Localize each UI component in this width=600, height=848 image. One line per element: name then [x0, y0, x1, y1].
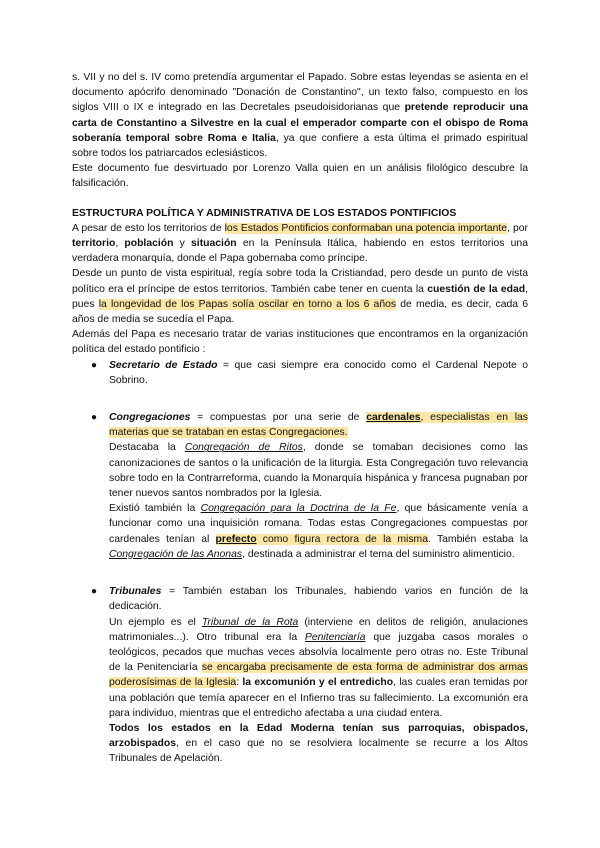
- term-label: Congregaciones: [109, 412, 191, 424]
- bold-text: Todos los estados en la Edad Moderna tenían sus parroquias, obispados, arzobispados: [109, 722, 528, 750]
- spacer: [72, 562, 528, 584]
- paragraph-territorios: [72, 221, 528, 267]
- text-run: Un ejemplo es el: [109, 616, 202, 628]
- text-run: = que casi siempre era conocido como el Cardenal Nepote o Sobrino.: [109, 359, 529, 386]
- list-item-secretario: [72, 358, 528, 388]
- highlighted-text: como figura rectora de la misma: [256, 533, 428, 545]
- term-label: Secretario de Estado: [109, 359, 218, 371]
- bullet-icon: ●: [91, 412, 98, 424]
- text-run: (interviene en delitos de religión, anulaciones matrimoniales...). Otro tribunal era la: [109, 616, 528, 643]
- underlined-term: Congregación de Ritos: [184, 442, 303, 454]
- text-run: , que básicamente venía a funcionar como una inquisición romana. Todas estas Congregaciones compuestas por cardenales tenían al: [109, 503, 528, 545]
- bold-text: pretende reproducir una carta de Constantino a Silvestre en la cual el emperador comparte con el obispo de Roma soberanía temporal sobre Roma e Italia: [72, 102, 529, 144]
- congregacion-ritos-paragraph: [109, 440, 528, 501]
- text-run: de media, es decir, cada 6 años de media se sucedía el Papa.: [72, 298, 529, 326]
- paragraph-valla: Este documento fue desvirtuado por Lorenzo Valla quien en un análisis filológico descubre la falsificación.: [72, 163, 528, 190]
- text-run: . También estaba la: [428, 533, 528, 545]
- text-run: , las cuales eran temidas por una población que temía aparecer en el Infierno tras su fallecimiento. La excomunión era para individuo, mientras que el entredicho afectaba a una ciudad entera.: [109, 677, 528, 719]
- text-run: , en el caso que no se resolviera localmente se recurre a los Altos Tribunales de Apelación.: [109, 738, 528, 765]
- text-run: en la Península Itálica, habiendo en estos territorios una verdadera monarquía, donde el Papa gobernaba como príncipe.: [72, 238, 528, 265]
- paragraph-instituciones: Además del Papa es necesario tratar de varias instituciones que encontramos en la organización política del estado pontificio :: [72, 329, 528, 356]
- text-run: , destinada a administrar el tema del suministro alimenticio.: [242, 548, 515, 560]
- text-run: que juzgaba casos morales o teológicos, pecados que muchas veces absolvía localmente pero otras no. Este Tribunal de la Penitenciaría: [109, 631, 528, 674]
- underlined-term: Congregación para la Doctrina de la Fe: [200, 503, 397, 515]
- bold-text: población: [124, 238, 174, 250]
- text-run: :: [236, 677, 243, 689]
- bullet-icon: ●: [91, 586, 98, 598]
- highlighted-text: la longevidad de los Papas solía oscilar en torno a los 6 años: [98, 298, 397, 310]
- text-run: Desde un punto de vista espiritual, regía sobre toda la Cristiandad, pero desde un punto de vista político era el príncipe de estos territorios. También cabe tener en cuenta la: [72, 268, 528, 295]
- underlined-term: Penitenciaría: [304, 631, 366, 643]
- list-item-text: [109, 410, 528, 440]
- term-label: Tribunales: [109, 586, 162, 598]
- text-run: , por: [507, 222, 528, 234]
- text-run: y: [173, 238, 192, 250]
- text-run: = compuestas por una serie de: [190, 412, 367, 424]
- highlighted-text: los Estados Pontificios conformaban una potencia importante: [224, 222, 508, 234]
- list-item-text: [109, 358, 528, 388]
- highlighted-text: , especialistas en las materias que se trataban en estas Congregaciones.: [109, 412, 529, 439]
- text-run: Destacaba la: [109, 442, 185, 454]
- text-run: Existió también la: [109, 503, 201, 515]
- bold-text: cuestión de la edad: [427, 283, 526, 295]
- text-run: , pues: [72, 283, 528, 310]
- list-item-congregaciones: [72, 410, 528, 562]
- bullet-icon: ●: [91, 359, 98, 371]
- highlighted-text: prefecto: [215, 533, 257, 545]
- section-heading: ESTRUCTURA POLÍTICA Y ADMINISTRATIVA DE LOS ESTADOS PONTIFICIOS: [72, 207, 457, 219]
- list-item-tribunales: [72, 584, 528, 766]
- bold-text: la excomunión y el entredicho: [242, 677, 394, 689]
- list-item-text: [109, 584, 528, 614]
- underlined-term: Tribunal de la Rota: [201, 616, 299, 628]
- highlighted-text: cardenales: [366, 412, 421, 424]
- tribunal-rota-paragraph: [109, 615, 528, 721]
- underlined-term: Congregación de las Anonas: [109, 548, 243, 560]
- text-run: s. VII y no del s. IV como pretendía argumentar el Papado. Sobre estas leyendas se asienta en el documento apócrifo denominado "Donación de Constantino", un texto falso, compuesto en los siglos VIII o IX e integrado en las Decretales pseudoisidorianas que: [72, 72, 528, 114]
- paragraph-espiritual: [72, 266, 528, 327]
- text-run: , donde se tomaban decisiones como las canonizaciones de santos o la unificación de la liturgia. Esta Congregación tuvo relevancia sobre todo en la Contrarreforma, cuando la Monarquía hispánica y francesa pugnaban por tener nuevos santos nombrados por la Iglesia.: [109, 442, 528, 500]
- spacer: [72, 388, 528, 410]
- highlighted-text: se encargaba precisamente de esta forma de administrar dos armas poderosísimas de la Iglesia: [109, 662, 528, 689]
- congregacion-fe-paragraph: [109, 501, 528, 562]
- bold-text: territorio: [72, 238, 116, 250]
- text-run: A pesar de esto los territorios de: [72, 222, 225, 234]
- paragraph-donacion: [72, 70, 528, 161]
- text-run: , ya que confiere a esta última el primado espiritual sobre todos los patriarcados eclesiásticos.: [72, 132, 528, 160]
- text-run: = También estaban los Tribunales, habiendo varios en función de la dedicación.: [109, 586, 528, 613]
- parroquias-paragraph: [109, 721, 528, 767]
- text-run: ,: [115, 238, 125, 250]
- bold-text: situación: [191, 238, 237, 250]
- institutions-list: [72, 358, 528, 767]
